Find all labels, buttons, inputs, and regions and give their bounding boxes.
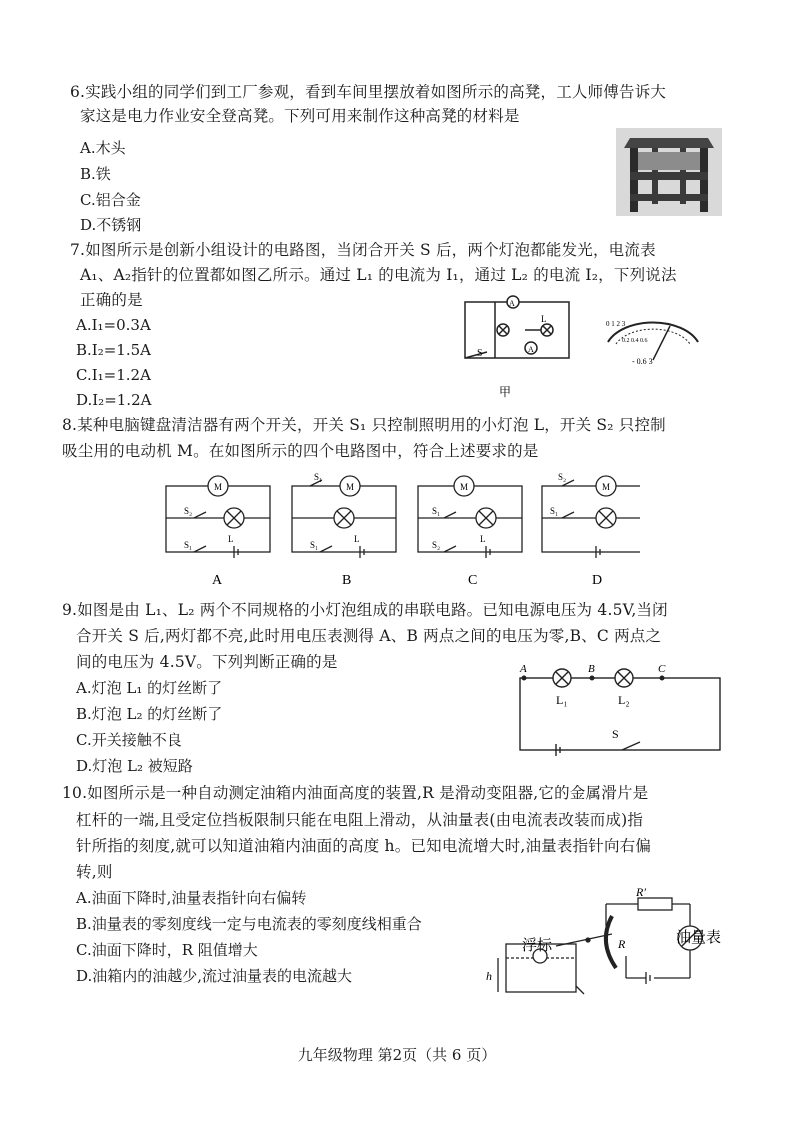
q9-point-a: A — [520, 663, 527, 675]
q8-motor-a: M — [214, 482, 223, 492]
q6-option-b: B.铁 — [80, 165, 111, 183]
q10-option-c: C.油面下降时，R 阻值增大 — [76, 941, 258, 959]
q8-lamp-a: L — [228, 534, 234, 544]
q8-label-c: C — [468, 573, 478, 588]
q8-motor-d: M — [602, 482, 611, 492]
q10-stem-line2: 杠杆的一端,且受定位挡板限制只能在电阻上滑动，从油量表(由电流表改装而成)指 — [76, 811, 644, 829]
q10-label-float: 浮标 — [522, 937, 553, 954]
q8-label-a: A — [212, 573, 223, 588]
q9-point-c: C — [658, 663, 666, 675]
q7-option-a: A.I₁=0.3A — [76, 316, 151, 334]
q10-option-a: A.油面下降时,油量表指针向右偏转 — [76, 889, 307, 907]
q8-motor-c: M — [460, 482, 469, 492]
q9-label-l2: L₂ — [618, 693, 630, 707]
q9-option-d: D.灯泡 L₂ 被短路 — [76, 757, 193, 775]
q7-option-d: D.I₂=1.2A — [76, 391, 152, 409]
q8-label-b: B — [342, 573, 352, 588]
q9-option-a: A.灯泡 L₁ 的灯丝断了 — [76, 679, 223, 697]
q6-option-d: D.不锈钢 — [80, 216, 142, 234]
page-footer: 九年级物理 第2页（共 6 页） — [297, 1046, 497, 1064]
svg-text:A: A — [528, 345, 534, 354]
q9-circuit-figure — [512, 660, 732, 760]
q8-stem-line2: 吸尘用的电动机 M。在如图所示的四个电路图中，符合上述要求的是 — [62, 442, 539, 460]
svg-text:S: S — [477, 348, 483, 359]
q9-stem-line2: 合开关 S 后,两灯都不亮,此时用电压表测得 A、B 两点之间的电压为零,B、C 两点之 — [76, 627, 662, 645]
q8-motor-b: M — [346, 482, 355, 492]
stool-image — [616, 128, 722, 216]
q8-stem-line1: 8.某种电脑键盘清洁器有两个开关，开关 S₁ 只控制照明用的小灯泡 L，开关 S₂ 只控制 — [62, 416, 666, 434]
q6-stem-line1: 6.实践小组的同学们到工厂参观，看到车间里摆放着如图所示的高凳，工人师傅告诉大 — [70, 83, 667, 101]
q10-option-b: B.油量表的零刻度线一定与电流表的零刻度线相重合 — [76, 915, 422, 933]
q10-stem-line4: 转,则 — [76, 863, 113, 881]
q8-label-d: D — [592, 573, 603, 588]
q8-s1-b: S₁ — [314, 472, 323, 482]
q9-label-s: S — [612, 727, 619, 741]
q10-oil-gauge-figure — [486, 886, 736, 1002]
q9-option-b: B.灯泡 L₂ 的灯丝断了 — [76, 705, 223, 723]
q10-stem-line3: 针所指的刻度,就可以知道油箱内油面的高度 h。已知电流增大时,油量表指针向右偏 — [76, 837, 652, 855]
q10-label-h: h — [486, 969, 492, 983]
q8-s2-c: S₂ — [432, 540, 441, 550]
q8-s1-c: S₁ — [432, 506, 441, 516]
q7-fig-label: 甲 — [499, 385, 512, 399]
q10-stem-line1: 10.如图所示是一种自动测定油箱内油面高度的装置,R 是滑动变阻器,它的金属滑片是 — [62, 784, 649, 802]
q7-dial-top-labels: 0 1 2 3 — [606, 320, 626, 328]
q8-s1-a: S₁ — [184, 540, 193, 550]
q8-circuits-figure — [150, 466, 640, 590]
q8-s1-d: S₁ — [550, 506, 559, 516]
q8-lamp-c: L — [480, 534, 486, 544]
q6-option-a: A.木头 — [80, 139, 126, 157]
q9-point-b: B — [588, 663, 595, 675]
q7-circuit-figure — [455, 290, 585, 400]
q7-option-c: C.I₁=1.2A — [76, 366, 151, 384]
q7-dial-inner-labels: 0.2 0.4 0.6 — [622, 338, 648, 344]
q7-stem-line1: 7.如图所示是创新小组设计的电路图，当闭合开关 S 后，两个灯泡都能发光，电流表 — [70, 241, 656, 259]
q10-label-meter: 油量表 — [676, 929, 722, 946]
q9-option-c: C.开关接触不良 — [76, 731, 182, 749]
svg-text:A: A — [509, 299, 515, 308]
q7-stem-line2: A₁、A₂指针的位置都如图乙所示。通过 L₁ 的电流为 I₁，通过 L₂ 的电流 I₂，下列说法 — [80, 266, 677, 284]
q8-s2-b-bottom: S₁ — [310, 540, 319, 550]
q8-s2-a: S₂ — [184, 506, 193, 516]
q7-ammeter-dial — [598, 312, 708, 372]
q7-option-b: B.I₂=1.5A — [76, 341, 151, 359]
q8-lamp-b: L — [354, 534, 360, 544]
q7-stem-line3: 正确的是 — [80, 291, 143, 309]
q10-label-rprime: R′ — [636, 886, 646, 899]
q9-label-l1: L₁ — [556, 693, 568, 707]
q9-stem-line1: 9.如图是由 L₁、L₂ 两个不同规格的小灯泡组成的串联电路。已知电源电压为 4.5V,当闭 — [62, 601, 668, 619]
q10-label-r: R — [618, 937, 626, 951]
q6-option-c: C.铝合金 — [80, 191, 141, 209]
svg-text:L: L — [541, 314, 547, 324]
q6-stem-line2: 家这是电力作业安全登高凳。下列可用来制作这种高凳的材料是 — [80, 107, 520, 125]
q9-stem-line3: 间的电压为 4.5V。下列判断正确的是 — [76, 653, 338, 671]
q8-s2-d: S₂ — [558, 472, 567, 482]
q10-option-d: D.油箱内的油越少,流过油量表的电流越大 — [76, 967, 353, 985]
q7-dial-bottom-labels: - 0.6 3 — [632, 357, 653, 366]
